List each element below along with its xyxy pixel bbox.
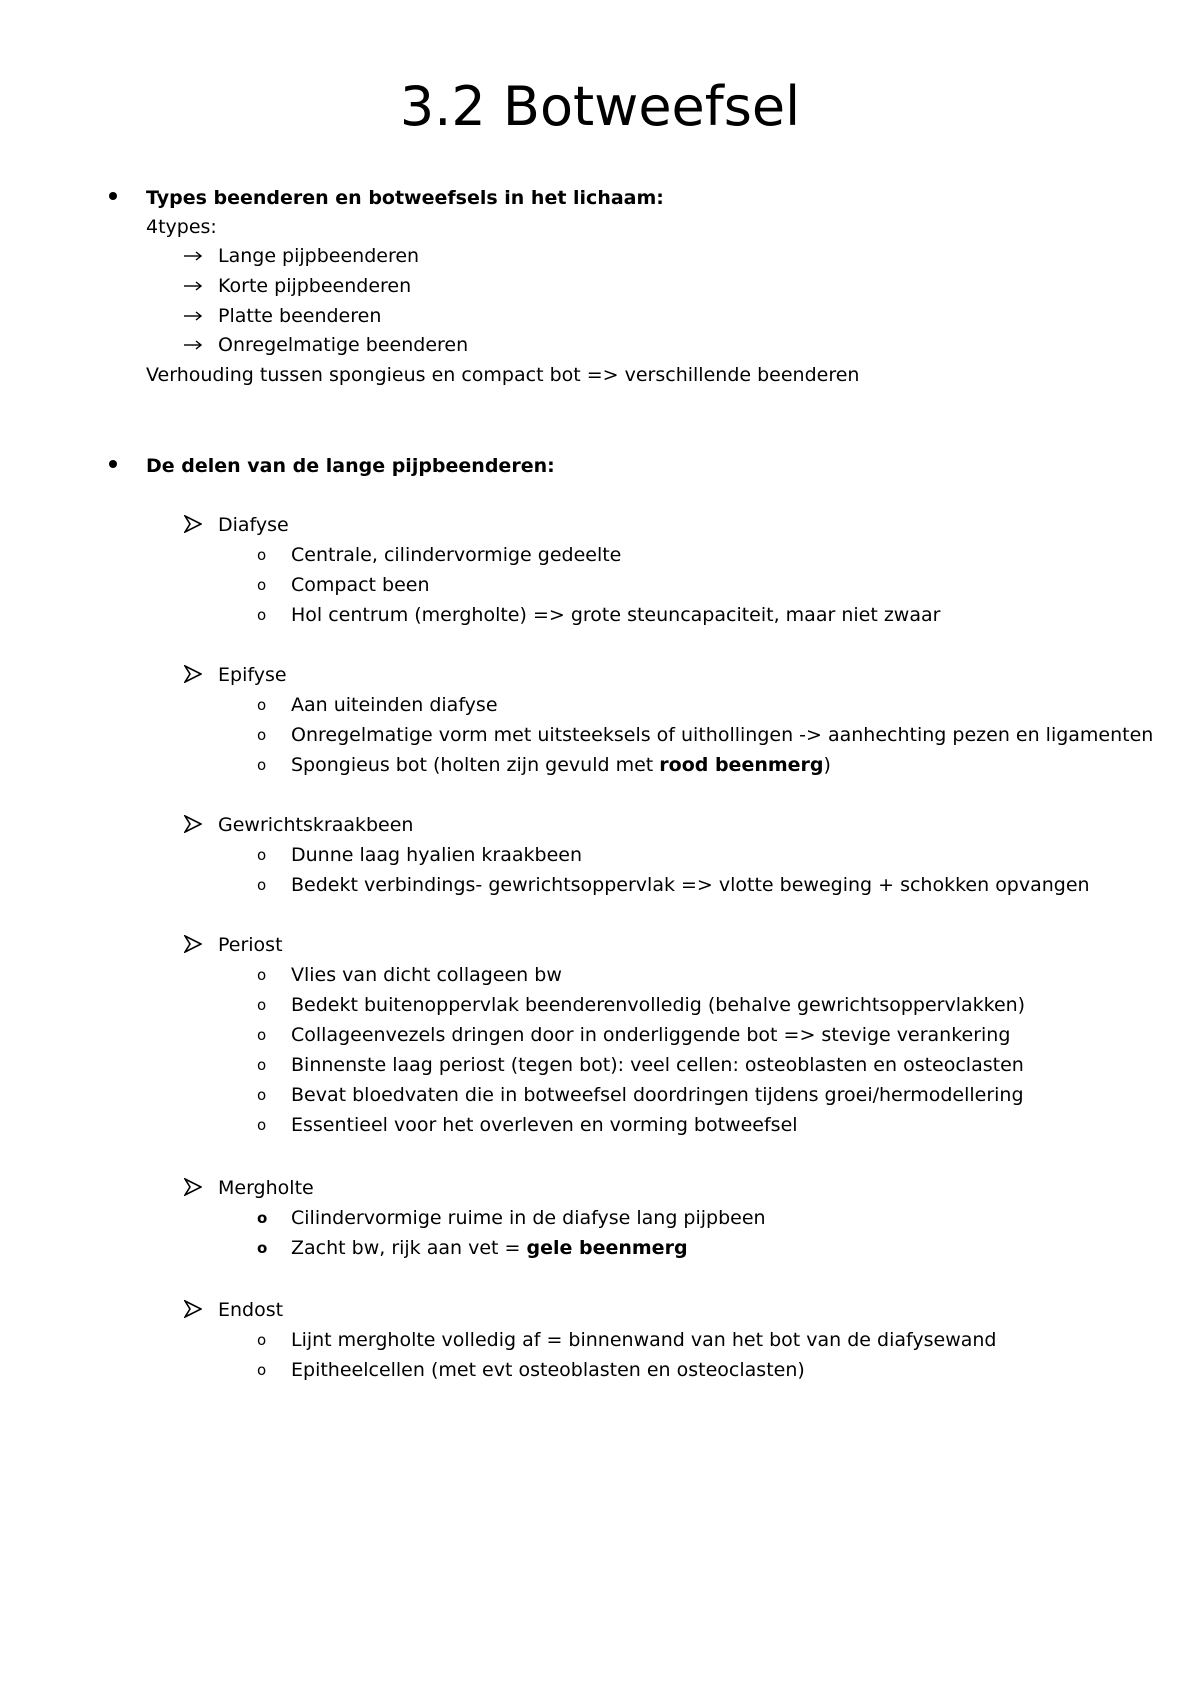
list-item xyxy=(291,573,430,597)
list-item xyxy=(291,1083,1024,1107)
list-item-text-tail: ) xyxy=(823,754,831,776)
sub-bullet-icon: o xyxy=(257,696,267,714)
arrowhead-bullet-icon xyxy=(184,665,202,683)
sub-bullet-icon: o xyxy=(257,756,267,774)
list-item: Korte pijpbeenderen xyxy=(218,275,412,297)
list-item xyxy=(291,1113,798,1137)
part-name: Mergholte xyxy=(218,1177,314,1199)
list-item-emphasis: rood beenmerg xyxy=(659,754,824,776)
sub-bullet-icon: o xyxy=(257,1209,268,1227)
section-heading: Types beenderen en botweefsels in het lichaam: xyxy=(146,187,664,209)
list-item xyxy=(291,1053,1024,1077)
bullet-icon xyxy=(109,460,117,468)
arrow-right-icon xyxy=(183,339,203,351)
part-name: Periost xyxy=(218,934,283,956)
arrowhead-bullet-icon xyxy=(184,515,202,533)
list-item-text: Cilindervormige ruime in de diafyse lang pijpbeen xyxy=(291,1207,766,1229)
sub-bullet-icon: o xyxy=(257,576,267,594)
part-name: Diafyse xyxy=(218,514,289,536)
sub-bullet-icon: o xyxy=(257,1026,267,1044)
list-item-text: Bevat bloedvaten die in botweefsel doordringen tijdens groei/hermodellering xyxy=(291,1084,1024,1106)
list-item-text: Dunne laag hyalien kraakbeen xyxy=(291,844,582,866)
list-item xyxy=(291,1358,805,1382)
section-intro: 4types: xyxy=(146,216,217,238)
list-item: Lange pijpbeenderen xyxy=(218,245,420,267)
list-item xyxy=(291,543,621,567)
arrowhead-bullet-icon xyxy=(184,935,202,953)
list-item-text: Zacht bw, rijk aan vet = xyxy=(291,1237,527,1259)
arrow-right-icon xyxy=(183,250,203,262)
list-item-text: Essentieel voor het overleven en vorming botweefsel xyxy=(291,1114,798,1136)
arrow-right-icon xyxy=(183,280,203,292)
list-item xyxy=(291,603,940,627)
sub-bullet-icon: o xyxy=(257,1056,267,1074)
list-item xyxy=(291,963,562,987)
sub-bullet-icon: o xyxy=(257,546,267,564)
list-item xyxy=(291,693,498,717)
sub-bullet-icon: o xyxy=(257,1361,267,1379)
list-item xyxy=(291,843,582,867)
arrow-right-icon xyxy=(183,310,203,322)
list-item-text: Bedekt verbindings- gewrichtsoppervlak => vlotte beweging + schokken opvangen xyxy=(291,874,1090,896)
part-name: Gewrichtskraakbeen xyxy=(218,814,414,836)
list-item-text: Epitheelcellen (met evt osteoblasten en osteoclasten) xyxy=(291,1359,805,1381)
list-item xyxy=(291,723,1153,747)
sub-bullet-icon: o xyxy=(257,1116,267,1134)
list-item-text: Centrale, cilindervormige gedeelte xyxy=(291,544,622,566)
part-name: Endost xyxy=(218,1299,284,1321)
list-item-text: Lijnt mergholte volledig af = binnenwand van het bot van de diafysewand xyxy=(291,1329,997,1351)
list-item-text: Compact been xyxy=(291,574,430,596)
sub-bullet-icon: o xyxy=(257,846,267,864)
list-item-text: Collageenvezels dringen door in onderliggende bot => stevige verankering xyxy=(291,1024,1011,1046)
bullet-icon xyxy=(109,192,117,200)
page-title: 3.2 Botweefsel xyxy=(399,75,801,138)
sub-bullet-icon: o xyxy=(257,1239,268,1257)
list-item xyxy=(291,993,1025,1017)
arrowhead-bullet-icon xyxy=(184,1178,202,1196)
list-item xyxy=(291,1023,1010,1047)
list-item-text: Hol centrum (mergholte) => grote steuncapaciteit, maar niet zwaar xyxy=(291,604,941,626)
list-item xyxy=(291,1236,688,1260)
sub-bullet-icon: o xyxy=(257,996,267,1014)
list-item-text: Aan uiteinden diafyse xyxy=(291,694,498,716)
section-note: Verhouding tussen spongieus en compact bot => verschillende beenderen xyxy=(146,364,860,386)
sub-bullet-icon: o xyxy=(257,606,267,624)
list-item-emphasis: gele beenmerg xyxy=(526,1237,688,1259)
sub-bullet-icon: o xyxy=(257,1331,267,1349)
list-item xyxy=(291,753,831,777)
list-item xyxy=(291,1328,996,1352)
part-name: Epifyse xyxy=(218,664,287,686)
list-item-text: Onregelmatige vorm met uitsteeksels of uithollingen -> aanhechting pezen en ligamenten xyxy=(291,724,1154,746)
list-item xyxy=(291,1206,766,1230)
arrowhead-bullet-icon xyxy=(184,1300,202,1318)
list-item-text: Bedekt buitenoppervlak beenderenvolledig (behalve gewrichtsoppervlakken) xyxy=(291,994,1026,1016)
sub-bullet-icon: o xyxy=(257,726,267,744)
sub-bullet-icon: o xyxy=(257,876,267,894)
sub-bullet-icon: o xyxy=(257,1086,267,1104)
arrowhead-bullet-icon xyxy=(184,815,202,833)
list-item xyxy=(291,873,1090,897)
list-item-text: Binnenste laag periost (tegen bot): veel cellen: osteoblasten en osteoclasten xyxy=(291,1054,1024,1076)
sub-bullet-icon: o xyxy=(257,966,267,984)
list-item: Onregelmatige beenderen xyxy=(218,334,469,356)
list-item-text: Spongieus bot (holten zijn gevuld met xyxy=(291,754,660,776)
list-item-text: Vlies van dicht collageen bw xyxy=(291,964,562,986)
list-item: Platte beenderen xyxy=(218,305,382,327)
section-heading: De delen van de lange pijpbeenderen: xyxy=(146,455,555,477)
